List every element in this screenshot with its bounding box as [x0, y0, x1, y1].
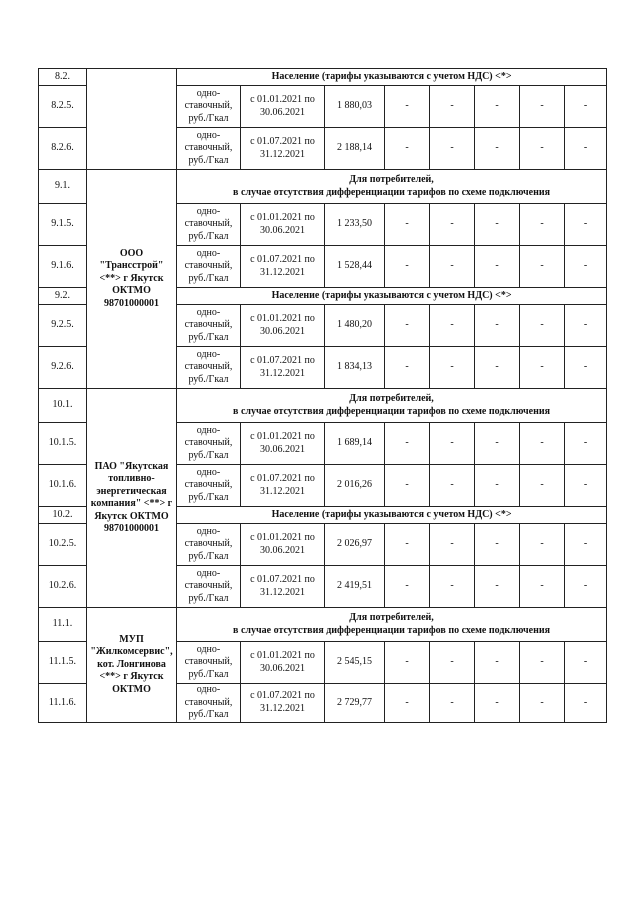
empty-value-dash: - [430, 423, 475, 465]
rate-type: одно-ставочный, руб./Гкал [177, 128, 241, 170]
empty-value-dash: - [565, 305, 607, 347]
empty-value-dash: - [565, 465, 607, 507]
tariff-table [38, 68, 607, 723]
consumers-header-line2: в случае отсутствия дифференциации тарифов по схеме подключения [233, 186, 551, 198]
row-number: 10.1.5. [39, 423, 87, 465]
tariff-value: 2 026,97 [325, 524, 385, 566]
row-number: 10.2. [39, 507, 87, 524]
row-number: 11.1.5. [39, 642, 87, 684]
group-header-row [39, 69, 607, 86]
empty-value-dash: - [385, 423, 430, 465]
tariff-value: 1 880,03 [325, 86, 385, 128]
group-header [177, 389, 607, 423]
empty-value-dash: - [565, 246, 607, 288]
empty-value-dash: - [520, 524, 565, 566]
empty-value-dash: - [520, 204, 565, 246]
empty-value-dash: - [565, 642, 607, 684]
empty-value-dash: - [430, 684, 475, 723]
empty-value-dash: - [475, 86, 520, 128]
group-header-row [39, 608, 607, 642]
row-number: 8.2.5. [39, 86, 87, 128]
row-number: 11.1.6. [39, 684, 87, 723]
empty-value-dash: - [565, 684, 607, 723]
rate-type: одно-ставочный, руб./Гкал [177, 566, 241, 608]
empty-value-dash: - [385, 566, 430, 608]
empty-value-dash: - [385, 465, 430, 507]
empty-value-dash: - [520, 465, 565, 507]
consumers-header-line2: в случае отсутствия дифференциации тарифов по схеме подключения [233, 624, 551, 636]
tariff-value: 1 480,20 [325, 305, 385, 347]
period: с 01.07.2021 по 31.12.2021 [241, 566, 325, 608]
empty-value-dash: - [565, 347, 607, 389]
empty-value-dash: - [475, 465, 520, 507]
empty-value-dash: - [475, 305, 520, 347]
rate-type: одно-ставочный, руб./Гкал [177, 246, 241, 288]
group-header [177, 170, 607, 204]
period: с 01.07.2021 по 31.12.2021 [241, 684, 325, 723]
empty-value-dash: - [475, 347, 520, 389]
empty-value-dash: - [385, 642, 430, 684]
consumers-header-line2: в случае отсутствия дифференциации тарифов по схеме подключения [233, 405, 551, 417]
empty-value-dash: - [475, 642, 520, 684]
tariff-value: 1 528,44 [325, 246, 385, 288]
rate-type: одно-ставочный, руб./Гкал [177, 524, 241, 566]
group-header: Население (тарифы указываются с учетом НДС) <*> [177, 288, 607, 305]
organization-cell: ПАО "Якутская топливно-энергетическая компания" <**> г Якутск ОКТМО 98701000001 [87, 389, 177, 608]
empty-value-dash: - [520, 128, 565, 170]
empty-value-dash: - [430, 246, 475, 288]
period: с 01.01.2021 по 30.06.2021 [241, 305, 325, 347]
tariff-value: 2 419,51 [325, 566, 385, 608]
tariff-value: 1 233,50 [325, 204, 385, 246]
empty-value-dash: - [385, 524, 430, 566]
consumers-header-line1: Для потребителей, [349, 612, 434, 623]
row-number: 9.1. [39, 170, 87, 204]
rate-type: одно-ставочный, руб./Гкал [177, 305, 241, 347]
empty-value-dash: - [385, 246, 430, 288]
empty-value-dash: - [520, 246, 565, 288]
consumers-header-line1: Для потребителей, [349, 393, 434, 404]
row-number: 9.1.5. [39, 204, 87, 246]
group-header-row [39, 389, 607, 423]
empty-value-dash: - [385, 86, 430, 128]
rate-type: одно-ставочный, руб./Гкал [177, 465, 241, 507]
period: с 01.07.2021 по 31.12.2021 [241, 347, 325, 389]
empty-value-dash: - [430, 347, 475, 389]
rate-type: одно-ставочный, руб./Гкал [177, 423, 241, 465]
row-number: 10.2.5. [39, 524, 87, 566]
period: с 01.01.2021 по 30.06.2021 [241, 524, 325, 566]
tariff-value: 1 689,14 [325, 423, 385, 465]
period: с 01.01.2021 по 30.06.2021 [241, 642, 325, 684]
row-number: 9.2.6. [39, 347, 87, 389]
row-number: 11.1. [39, 608, 87, 642]
empty-value-dash: - [565, 204, 607, 246]
empty-value-dash: - [430, 86, 475, 128]
organization-cell: МУП "Жилкомсервис", кот. Лонгинова <**> г Якутск ОКТМО [87, 608, 177, 723]
empty-value-dash: - [385, 347, 430, 389]
empty-value-dash: - [565, 524, 607, 566]
row-number: 9.2.5. [39, 305, 87, 347]
empty-value-dash: - [520, 423, 565, 465]
empty-value-dash: - [475, 524, 520, 566]
empty-value-dash: - [520, 566, 565, 608]
period: с 01.07.2021 по 31.12.2021 [241, 246, 325, 288]
consumers-header-line1: Для потребителей, [349, 174, 434, 185]
tariff-value: 2 188,14 [325, 128, 385, 170]
row-number: 10.1.6. [39, 465, 87, 507]
rate-type: одно-ставочный, руб./Гкал [177, 204, 241, 246]
empty-value-dash: - [520, 305, 565, 347]
row-number: 8.2.6. [39, 128, 87, 170]
empty-value-dash: - [385, 204, 430, 246]
tariff-value: 2 016,26 [325, 465, 385, 507]
empty-value-dash: - [475, 423, 520, 465]
group-header [177, 608, 607, 642]
tariff-value: 1 834,13 [325, 347, 385, 389]
row-number: 9.1.6. [39, 246, 87, 288]
rate-type: одно-ставочный, руб./Гкал [177, 347, 241, 389]
empty-value-dash: - [475, 128, 520, 170]
empty-value-dash: - [385, 684, 430, 723]
period: с 01.07.2021 по 31.12.2021 [241, 465, 325, 507]
empty-value-dash: - [475, 684, 520, 723]
empty-value-dash: - [430, 524, 475, 566]
empty-value-dash: - [430, 128, 475, 170]
tariff-value: 2 729,77 [325, 684, 385, 723]
group-header: Население (тарифы указываются с учетом НДС) <*> [177, 69, 607, 86]
empty-value-dash: - [475, 246, 520, 288]
empty-value-dash: - [430, 566, 475, 608]
empty-value-dash: - [520, 86, 565, 128]
empty-value-dash: - [430, 305, 475, 347]
empty-value-dash: - [565, 566, 607, 608]
empty-value-dash: - [475, 204, 520, 246]
group-header-row [39, 170, 607, 204]
empty-value-dash: - [520, 347, 565, 389]
period: с 01.07.2021 по 31.12.2021 [241, 128, 325, 170]
empty-value-dash: - [430, 465, 475, 507]
row-number: 9.2. [39, 288, 87, 305]
rate-type: одно-ставочный, руб./Гкал [177, 684, 241, 723]
period: с 01.01.2021 по 30.06.2021 [241, 204, 325, 246]
rate-type: одно-ставочный, руб./Гкал [177, 642, 241, 684]
empty-value-dash: - [430, 204, 475, 246]
empty-value-dash: - [565, 128, 607, 170]
empty-value-dash: - [430, 642, 475, 684]
tariff-value: 2 545,15 [325, 642, 385, 684]
organization-cell [87, 69, 177, 170]
empty-value-dash: - [565, 423, 607, 465]
empty-value-dash: - [520, 642, 565, 684]
row-number: 10.2.6. [39, 566, 87, 608]
empty-value-dash: - [385, 305, 430, 347]
period: с 01.01.2021 по 30.06.2021 [241, 86, 325, 128]
rate-type: одно-ставочный, руб./Гкал [177, 86, 241, 128]
row-number: 10.1. [39, 389, 87, 423]
empty-value-dash: - [475, 566, 520, 608]
empty-value-dash: - [385, 128, 430, 170]
empty-value-dash: - [565, 86, 607, 128]
row-number: 8.2. [39, 69, 87, 86]
organization-cell: ООО "Трансстрой" <**> г Якутск ОКТМО 98701000001 [87, 170, 177, 389]
empty-value-dash: - [520, 684, 565, 723]
group-header: Население (тарифы указываются с учетом НДС) <*> [177, 507, 607, 524]
period: с 01.01.2021 по 30.06.2021 [241, 423, 325, 465]
